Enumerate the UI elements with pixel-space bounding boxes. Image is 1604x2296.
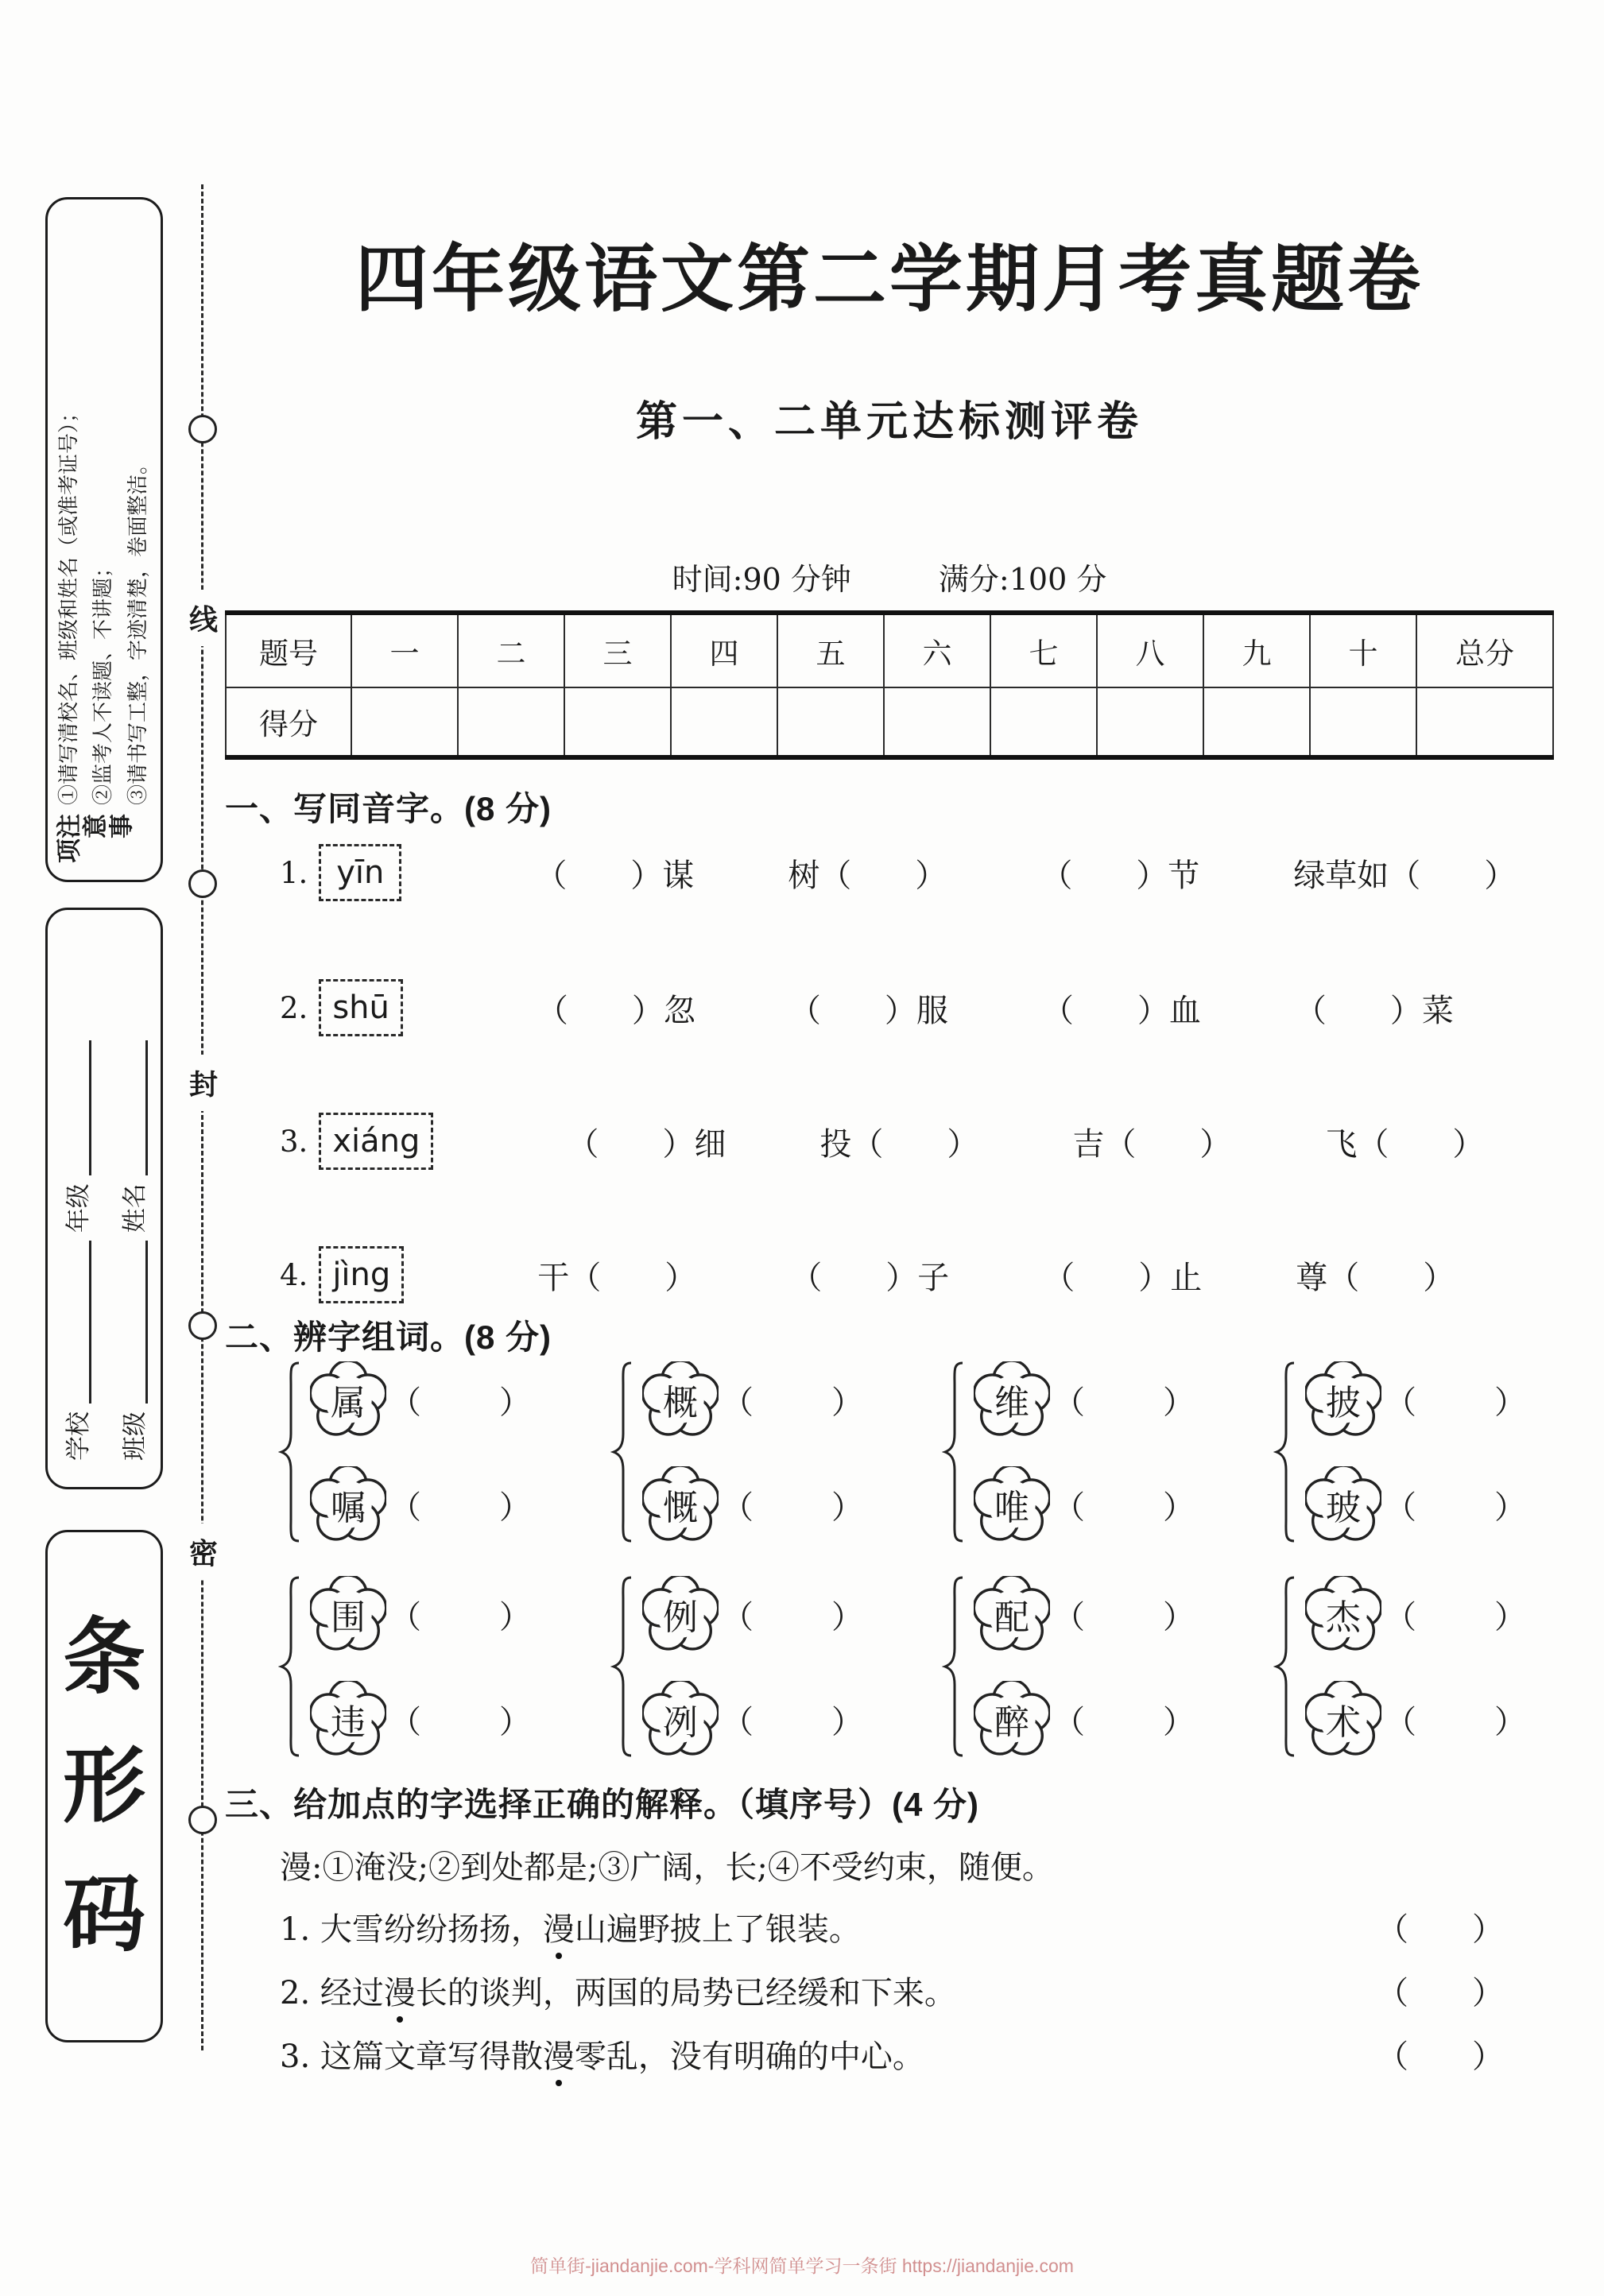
section1-row-3 [280, 1113, 1484, 1170]
answer-blank[interactable]: （ ）血 [1041, 992, 1201, 1029]
score-table-score-row [226, 687, 1553, 757]
score-cell[interactable] [564, 687, 671, 757]
brace-icon [942, 1361, 966, 1543]
sentence [280, 2031, 924, 2077]
score-header-cell: 三 [564, 613, 671, 687]
word-group [278, 1575, 536, 1758]
section2-heading: 二、辨字组词。(8 分) [225, 1318, 552, 1356]
flower-char-frame [974, 1681, 1050, 1757]
class-label: 班级 [121, 1411, 149, 1461]
score-header-cell: 二 [458, 613, 564, 687]
sentence-text: 山遍野披上了银装。 [574, 1911, 861, 1948]
answer-bracket[interactable]: （ ） [1053, 1703, 1199, 1740]
flower-char-frame [974, 1361, 1050, 1438]
answer-blank[interactable]: 吉（ ） [1072, 1125, 1232, 1163]
score-cell[interactable] [884, 687, 990, 757]
item-number: 3. [280, 2039, 311, 2075]
section3-item-3 [280, 2031, 1504, 2077]
score-cell[interactable] [458, 687, 564, 757]
pinyin-box: jìng [319, 1246, 404, 1303]
score-cell[interactable] [777, 687, 884, 757]
binding-dashed-line [188, 184, 218, 2050]
sentence-text: 长的谈判，两国的局势已经缓和下来。 [415, 1975, 956, 2011]
answer-blank[interactable]: （ ）忽 [536, 992, 695, 1029]
score-cell[interactable] [351, 687, 458, 757]
score-cell[interactable] [1097, 687, 1203, 757]
sentence-text: 这篇文章写得散 [320, 2039, 543, 2075]
brace-icon [278, 1575, 302, 1758]
barcode-char-1: 条 [62, 1611, 145, 1704]
time-score-line [225, 555, 1554, 598]
student-info-box [45, 908, 163, 1489]
flower-char-frame [642, 1576, 719, 1652]
flower-char-frame [1305, 1576, 1381, 1652]
score-table [225, 610, 1554, 760]
item-number: 4. [280, 1257, 308, 1292]
item-number: 1. [280, 855, 308, 890]
notice-item-3: ③请书写工整，字迹清楚，卷面整洁。 [126, 453, 150, 805]
group-char: 唯 [994, 1488, 1029, 1528]
answer-blank[interactable]: （ ）谋 [535, 857, 695, 894]
group-char: 例 [663, 1597, 698, 1638]
brace-icon [278, 1361, 302, 1543]
class-input-line[interactable] [121, 1241, 148, 1404]
answer-bracket[interactable]: （ ） [1053, 1489, 1199, 1526]
item-number: 2. [280, 990, 308, 1025]
binding-char-secret: 密 [186, 1524, 221, 1580]
name-label: 姓名 [121, 1183, 149, 1233]
answer-bracket[interactable]: （ ） [1385, 1384, 1531, 1421]
flower-char-frame [1305, 1681, 1381, 1757]
sentence [280, 1904, 861, 1949]
brace-icon [942, 1575, 966, 1758]
item-number: 2. [280, 1975, 311, 2011]
answer-bracket[interactable]: （ ） [1385, 1703, 1531, 1740]
group-char: 醉 [994, 1702, 1029, 1743]
answer-blank[interactable]: （ ）止 [1043, 1259, 1203, 1296]
group-char: 属 [331, 1383, 366, 1423]
group-char: 披 [1326, 1383, 1361, 1423]
group-char: 术 [1326, 1702, 1361, 1743]
score-header-cell: 题号 [226, 613, 351, 687]
group-char: 慨 [663, 1488, 698, 1528]
notice-item-1: ①请写清校名、班级和姓名（或准考证号）； [57, 401, 81, 805]
page-title: 四年级语文第二学期月考真题卷 [355, 239, 1424, 320]
score-header-cell: 一 [351, 613, 458, 687]
binding-hole-icon [188, 1806, 217, 1834]
brace-icon [1273, 1361, 1297, 1543]
answer-blank[interactable]: （ ）子 [790, 1259, 950, 1296]
brace-icon [610, 1361, 634, 1543]
binding-char-seal: 封 [186, 1055, 221, 1111]
group-char: 玻 [1326, 1488, 1361, 1528]
answer-blank[interactable]: （ ）菜 [1294, 992, 1454, 1029]
word-group [610, 1361, 868, 1543]
flower-char-frame [310, 1681, 386, 1757]
sentence-text: 零乱，没有明确的中心。 [574, 2039, 924, 2075]
binding-hole-icon [188, 1311, 217, 1340]
notice-box [45, 197, 163, 882]
dotted-char: 漫 [542, 1911, 575, 1948]
answer-bracket[interactable]: （ ） [722, 1598, 868, 1636]
group-char: 围 [331, 1597, 366, 1638]
answer-bracket[interactable]: （ ） [1377, 2039, 1504, 2075]
flower-char-frame [1305, 1361, 1381, 1438]
score-header-cell: 七 [990, 613, 1097, 687]
pinyin-box: xiáng [319, 1113, 433, 1170]
score-header-cell: 八 [1097, 613, 1203, 687]
answer-blank[interactable]: （ ）节 [1040, 857, 1200, 894]
answer-bracket[interactable]: （ ） [722, 1703, 868, 1740]
answer-bracket[interactable]: （ ） [389, 1384, 536, 1421]
score-cell[interactable] [1416, 687, 1553, 757]
score-header-cell: 十 [1310, 613, 1416, 687]
answer-blank[interactable]: 干（ ） [537, 1259, 697, 1296]
answer-bracket[interactable]: （ ） [1053, 1598, 1199, 1636]
word-group [278, 1361, 536, 1543]
flower-char-frame [974, 1576, 1050, 1652]
barcode-box [45, 1530, 163, 2042]
binding-hole-icon [188, 415, 217, 443]
group-char: 杰 [1326, 1597, 1361, 1638]
section3-heading: 三、给加点的字选择正确的解释。（填序号）(4 分) [225, 1786, 980, 1823]
answer-bracket[interactable]: （ ） [389, 1598, 536, 1636]
group-char: 冽 [663, 1702, 698, 1743]
school-label: 学校 [64, 1411, 93, 1461]
section1-row-4 [280, 1246, 1455, 1303]
time-label: 时间:90 分钟 [672, 562, 851, 597]
answer-bracket[interactable]: （ ） [1053, 1384, 1199, 1421]
pinyin-box: shū [319, 979, 403, 1036]
section1-row-1 [280, 844, 1516, 901]
score-cell[interactable] [1203, 687, 1310, 757]
score-cell[interactable] [671, 687, 777, 757]
section1-heading: 一、写同音字。(8 分) [225, 790, 552, 827]
flower-char-frame [310, 1361, 386, 1438]
score-cell[interactable] [1310, 687, 1416, 757]
section3-item-2 [280, 1968, 1504, 2013]
score-header-cell: 四 [671, 613, 777, 687]
answer-bracket[interactable]: （ ） [1385, 1598, 1531, 1636]
score-row-label: 得分 [226, 687, 351, 757]
definition-line: 漫:①淹没;②到处都是;③广阔，长;④不受约束，随便。 [280, 1849, 1054, 1886]
answer-bracket[interactable]: （ ） [1385, 1489, 1531, 1526]
word-group [1273, 1361, 1531, 1543]
page-subtitle: 第一、二单元达标测评卷 [635, 399, 1143, 445]
sentence-text: 经过 [320, 1975, 384, 2011]
flower-char-frame [310, 1576, 386, 1652]
barcode-char-3: 码 [62, 1868, 145, 1961]
dotted-char: 漫 [542, 2039, 575, 2075]
word-group [942, 1361, 1199, 1543]
score-header-cell: 九 [1203, 613, 1310, 687]
class-name-line [114, 936, 150, 1461]
name-input-line[interactable] [121, 1040, 148, 1175]
group-char: 违 [331, 1702, 366, 1743]
notice-item-2: ②监考人不读题、不讲题； [91, 556, 116, 805]
answer-blank[interactable]: 绿草如（ ） [1293, 857, 1517, 894]
flower-char-frame [974, 1466, 1050, 1543]
school-input-line[interactable] [64, 1241, 91, 1404]
answer-blank[interactable]: （ ）服 [788, 992, 948, 1029]
barcode-char-2: 形 [62, 1740, 145, 1833]
score-header-cell: 六 [884, 613, 990, 687]
score-table-header-row [226, 613, 1553, 687]
fullscore-label: 满分:100 分 [938, 562, 1107, 597]
group-char: 配 [994, 1597, 1029, 1638]
pinyin-box: yīn [319, 844, 401, 901]
sentence [280, 1968, 956, 2013]
brace-icon [1273, 1575, 1297, 1758]
answer-blank[interactable]: （ ）细 [567, 1125, 726, 1163]
flower-char-frame [642, 1681, 719, 1757]
section3-item-1 [280, 1904, 1504, 1949]
flower-char-frame [642, 1361, 719, 1438]
grade-input-line[interactable] [64, 1040, 91, 1175]
answer-bracket[interactable]: （ ） [389, 1703, 536, 1740]
word-group [942, 1575, 1199, 1758]
dotted-char: 漫 [383, 1975, 416, 2011]
binding-hole-icon [188, 869, 217, 898]
school-grade-line [58, 936, 94, 1461]
section1-row-2 [280, 979, 1454, 1036]
sentence-text: 大雪纷纷扬扬， [320, 1911, 543, 1948]
notice-label: 注意事项 [56, 815, 134, 867]
answer-blank[interactable]: 飞（ ） [1325, 1125, 1485, 1163]
brace-icon [610, 1575, 634, 1758]
group-char: 维 [994, 1383, 1029, 1423]
flower-char-frame [642, 1466, 719, 1543]
flower-char-frame [1305, 1466, 1381, 1543]
word-group [1273, 1575, 1531, 1758]
watermark-footer: 简单街-jiandanjie.com-学科网简单学习一条街 https://jiandanjie.com [530, 2255, 1074, 2276]
group-char: 概 [663, 1383, 698, 1423]
group-char: 嘱 [331, 1488, 366, 1528]
score-header-cell: 五 [777, 613, 884, 687]
answer-blank[interactable]: 尊（ ） [1296, 1259, 1455, 1296]
answer-bracket[interactable]: （ ） [722, 1489, 868, 1526]
answer-bracket[interactable]: （ ） [1377, 1911, 1504, 1948]
answer-bracket[interactable]: （ ） [389, 1489, 536, 1526]
answer-bracket[interactable]: （ ） [722, 1384, 868, 1421]
item-number: 1. [280, 1911, 311, 1948]
grade-label: 年级 [64, 1183, 93, 1233]
answer-blank[interactable]: 投（ ） [819, 1125, 979, 1163]
score-header-cell: 总分 [1416, 613, 1553, 687]
flower-char-frame [310, 1466, 386, 1543]
item-number: 3. [280, 1124, 308, 1159]
score-cell[interactable] [990, 687, 1097, 757]
word-group [610, 1575, 868, 1758]
answer-bracket[interactable]: （ ） [1377, 1975, 1504, 2011]
answer-blank[interactable]: 树（ ） [788, 857, 947, 894]
binding-char-line: 线 [186, 590, 221, 646]
